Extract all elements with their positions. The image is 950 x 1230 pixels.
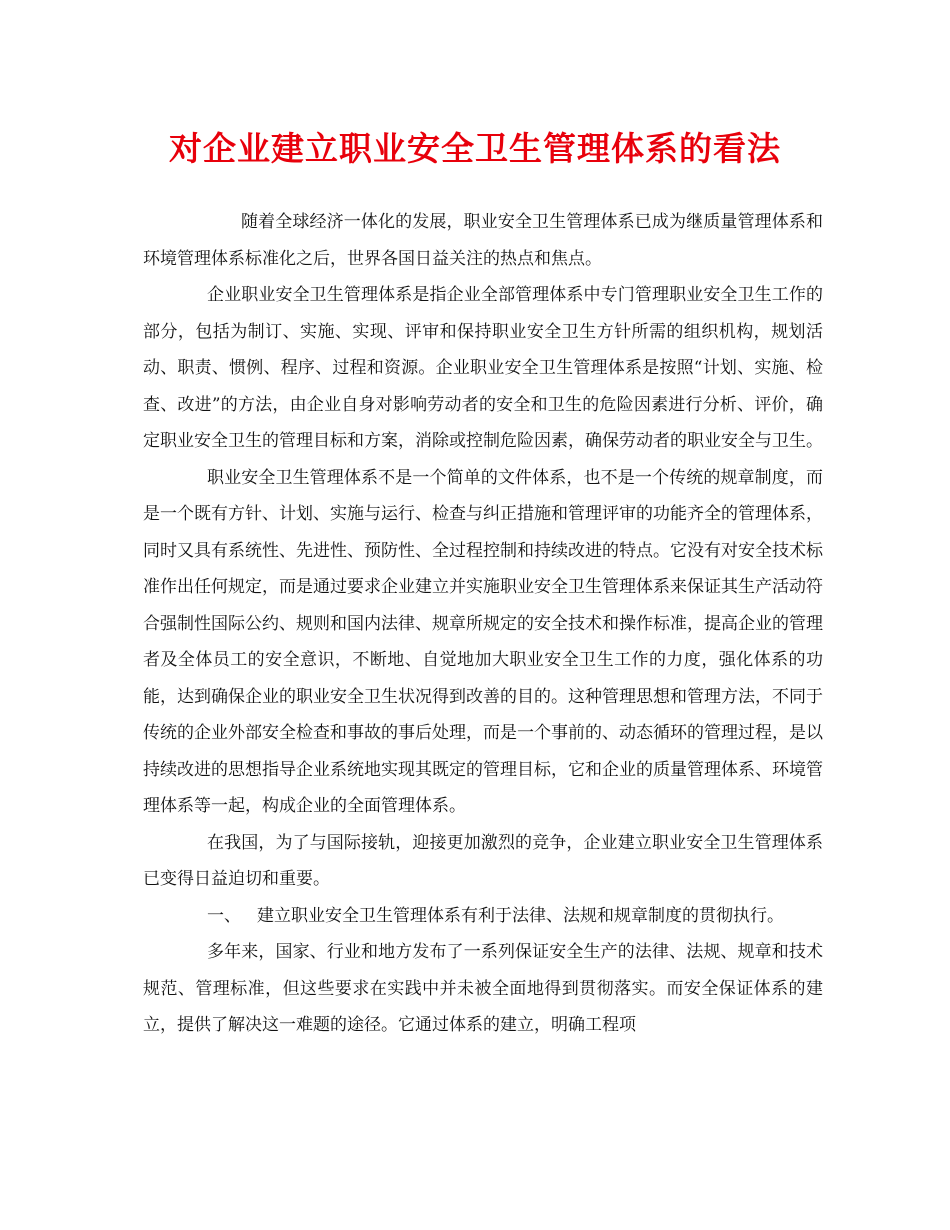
document-body (143, 204, 823, 1044)
paragraph-definition: 企业职业安全卫生管理体系是指企业全部管理体系中专门管理职业安全卫生工作的部分，包括为制订、实施、实现、评审和保持职业安全卫生方针所需的组织机构，规划活动、职责、惯例、程序、过程和资源。企业职业安全卫生管理体系是按照“计划、实施、检查、改进”的方法，由企业自身对影响劳动者的安全和卫生的危险因素进行分析、评价，确定职业安全卫生的管理目标和方案，消除或控制危险因素，确保劳动者的职业安全与卫生。 (143, 285, 823, 451)
paragraph-characteristics: 职业安全卫生管理体系不是一个简单的文件体系，也不是一个传统的规章制度，而是一个既有方针、计划、实施与运行、检查与纠正措施和管理评审的功能齐全的管理体系，同时又具有系统性、先进性、预防性、全过程控制和持续改进的特点。它没有对安全技术标准作出任何规定，而是通过要求企业建立并实施职业安全卫生管理体系来保证其生产活动符合强制性国际公约、规则和国内法律、规章所规定的安全技术和操作标准，提高企业的管理者及全体员工的安全意识，不断地、自觉地加大职业安全卫生工作的力度，强化体系的功能，达到确保企业的职业安全卫生状况得到改善的目的。这种管理思想和管理方法，不同于传统的企业外部安全检查和事故的事后处理，而是一个事前的、动态循环的管理过程，是以持续改进的思想指导企业系统地实现其既定的管理目标，它和企业的质量管理体系、环境管理体系等一起，构成企业的全面管理体系。 (143, 467, 823, 816)
document-title: 对企业建立职业安全卫生管理体系的看法 (169, 129, 781, 168)
paragraph-section-1: 多年来，国家、行业和地方发布了一系列保证安全生产的法律、法规、规章和技术规范、管理标准，但这些要求在实践中并未被全面地得到贯彻落实。而安全保证体系的建立，提供了解决这一难题的途径。它通过体系的建立，明确工程项 (143, 942, 823, 1035)
section-heading-number: 一、 (207, 905, 241, 926)
section-heading-1 (143, 898, 823, 935)
section-heading-text: 建立职业安全卫生管理体系有利于法律、法规和规章制度的贯彻执行。 (257, 905, 784, 926)
paragraph-intro: 随着全球经济一体化的发展，职业安全卫生管理体系已成为继质量管理体系和环境管理体系标准化之后，世界各国日益关注的热点和焦点。 (143, 212, 823, 269)
paragraph-china-context: 在我国，为了与国际接轨，迎接更加激烈的竞争，企业建立职业安全卫生管理体系已变得日益迫切和重要。 (143, 832, 823, 889)
